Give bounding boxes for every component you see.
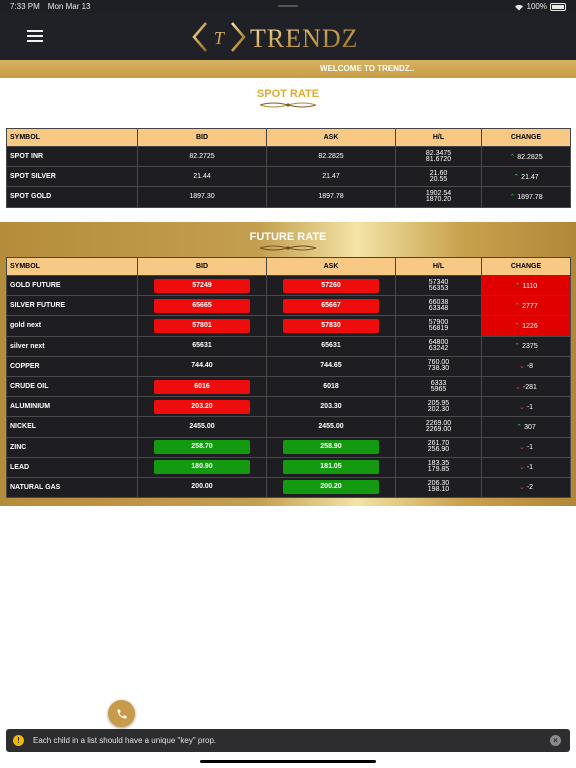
change-cell bbox=[482, 167, 571, 187]
high-value: 6333 bbox=[430, 379, 447, 387]
high-value: 261.70 bbox=[427, 440, 450, 448]
battery-percent: 100% bbox=[526, 2, 547, 11]
ask-value: 82.2825 bbox=[318, 153, 344, 161]
change-cell bbox=[482, 397, 571, 417]
change-cell bbox=[482, 457, 571, 477]
table-row[interactable] bbox=[7, 477, 571, 497]
toast-message: Each child in a list should have a unique "key" prop. bbox=[33, 736, 217, 745]
column-header: CHANGE bbox=[482, 258, 571, 276]
low-value: 56819 bbox=[428, 324, 449, 332]
high-low-cell bbox=[396, 397, 482, 417]
change-value: 82.2825 bbox=[517, 153, 543, 161]
column-header: CHANGE bbox=[482, 129, 571, 147]
change-cell bbox=[482, 356, 571, 376]
change-value: 1110 bbox=[522, 282, 538, 290]
ask-cell bbox=[267, 276, 396, 296]
bid-value: 744.40 bbox=[191, 362, 213, 370]
column-header: SYMBOL bbox=[7, 258, 138, 276]
future-rate-table bbox=[6, 257, 571, 498]
change-cell bbox=[482, 336, 571, 356]
change-cell bbox=[482, 147, 571, 167]
symbol-cell: SPOT SILVER bbox=[7, 167, 138, 187]
change-cell bbox=[482, 276, 571, 296]
column-header: SYMBOL bbox=[7, 129, 138, 147]
bid-cell bbox=[138, 296, 267, 316]
welcome-banner: WELCOME TO TRENDZ.. bbox=[0, 60, 576, 78]
ask-value: 200.20 bbox=[283, 480, 379, 494]
high-low-cell bbox=[396, 187, 482, 207]
arrow-down-icon: ⌄ bbox=[515, 383, 521, 391]
table-row[interactable] bbox=[7, 276, 571, 296]
low-value: 198.10 bbox=[427, 486, 450, 494]
ask-cell bbox=[267, 397, 396, 417]
high-value: 206.30 bbox=[427, 480, 450, 488]
table-row[interactable] bbox=[7, 417, 571, 437]
high-value: 66038 bbox=[428, 298, 449, 306]
bid-value: 1897.30 bbox=[189, 193, 215, 201]
bid-value: 21.44 bbox=[193, 173, 211, 181]
change-cell bbox=[482, 417, 571, 437]
bid-cell bbox=[138, 457, 267, 477]
change-value: 1897.78 bbox=[517, 193, 543, 201]
ask-value: 65667 bbox=[283, 299, 379, 313]
ask-cell bbox=[267, 336, 396, 356]
ask-value: 21.47 bbox=[322, 173, 340, 181]
symbol-cell: GOLD FUTURE bbox=[7, 276, 138, 296]
status-bar bbox=[0, 0, 576, 13]
change-cell bbox=[482, 376, 571, 396]
arrow-down-icon: ⌄ bbox=[518, 484, 525, 492]
battery-icon bbox=[550, 3, 566, 11]
bid-value: 200.00 bbox=[191, 483, 213, 491]
ask-cell bbox=[267, 477, 396, 497]
svg-text:TRENDZ: TRENDZ bbox=[250, 24, 359, 53]
spot-rate-title: SPOT RATE bbox=[256, 88, 320, 100]
high-low-cell bbox=[396, 296, 482, 316]
future-rate-title: FUTURE RATE bbox=[249, 231, 327, 243]
change-cell bbox=[482, 316, 571, 336]
bid-cell bbox=[138, 147, 267, 167]
symbol-cell: silver next bbox=[7, 336, 138, 356]
change-value: 1226 bbox=[522, 322, 538, 330]
change-value: 2777 bbox=[522, 302, 538, 310]
table-row[interactable] bbox=[7, 397, 571, 417]
change-cell bbox=[482, 477, 571, 497]
column-header: BID bbox=[138, 129, 267, 147]
ornament-divider bbox=[258, 101, 318, 109]
bid-cell bbox=[138, 356, 267, 376]
change-value: -1 bbox=[526, 464, 534, 472]
high-value: 205.95 bbox=[427, 399, 450, 407]
high-low-cell bbox=[396, 316, 482, 336]
ask-value: 181.05 bbox=[283, 460, 379, 474]
arrow-down-icon: ⌄ bbox=[518, 363, 525, 371]
svg-text:T: T bbox=[213, 28, 225, 48]
bid-cell bbox=[138, 477, 267, 497]
ask-cell bbox=[267, 147, 396, 167]
table-row[interactable] bbox=[7, 167, 571, 187]
bid-cell bbox=[138, 187, 267, 207]
low-value: 1870.20 bbox=[425, 195, 452, 203]
ask-cell bbox=[267, 457, 396, 477]
ask-value: 258.90 bbox=[283, 440, 379, 454]
ask-cell bbox=[267, 187, 396, 207]
high-value: 21.60 bbox=[429, 169, 448, 177]
bid-cell bbox=[138, 437, 267, 457]
column-header: ASK bbox=[267, 129, 396, 147]
bid-cell bbox=[138, 417, 267, 437]
change-value: -2 bbox=[526, 484, 534, 492]
ask-cell bbox=[267, 167, 396, 187]
change-cell bbox=[482, 437, 571, 457]
high-value: 760.00 bbox=[427, 359, 450, 367]
bid-value: 203.20 bbox=[154, 400, 250, 414]
close-icon[interactable]: × bbox=[550, 735, 561, 746]
high-value: 1902.54 bbox=[425, 189, 452, 197]
column-header: H/L bbox=[396, 129, 482, 147]
ask-value: 744.65 bbox=[320, 362, 342, 370]
arrow-up-icon: ⌃ bbox=[514, 282, 521, 290]
change-value: -281 bbox=[522, 383, 537, 391]
symbol-cell: CRUDE OIL bbox=[7, 376, 138, 396]
high-value: 57340 bbox=[428, 278, 449, 286]
column-header: H/L bbox=[396, 258, 482, 276]
table-row[interactable] bbox=[7, 187, 571, 207]
change-value: -1 bbox=[526, 444, 534, 452]
bid-value: 6016 bbox=[154, 380, 250, 394]
high-low-cell bbox=[396, 417, 482, 437]
arrow-up-icon: ⌃ bbox=[514, 343, 521, 351]
low-value: 63348 bbox=[428, 304, 449, 312]
call-button[interactable] bbox=[108, 700, 135, 727]
menu-icon[interactable] bbox=[27, 30, 43, 45]
bid-cell bbox=[138, 276, 267, 296]
column-header: ASK bbox=[267, 258, 396, 276]
bid-value: 57249 bbox=[154, 279, 250, 293]
bid-value: 82.2725 bbox=[189, 153, 215, 161]
bid-value: 258.70 bbox=[154, 440, 250, 454]
bid-value: 2455.00 bbox=[189, 422, 215, 430]
symbol-cell: SILVER FUTURE bbox=[7, 296, 138, 316]
high-low-cell bbox=[396, 147, 482, 167]
high-value: 183.35 bbox=[427, 460, 450, 468]
bid-value: 65631 bbox=[192, 342, 212, 350]
arrow-up-icon: ⌃ bbox=[514, 302, 521, 310]
change-value: -1 bbox=[526, 403, 534, 411]
wifi-icon bbox=[514, 3, 524, 11]
ornament-divider bbox=[258, 244, 318, 252]
change-cell bbox=[482, 187, 571, 207]
change-cell bbox=[482, 296, 571, 316]
ask-cell bbox=[267, 356, 396, 376]
arrow-down-icon: ⌄ bbox=[518, 403, 525, 411]
multitask-dots bbox=[278, 5, 298, 7]
column-header: BID bbox=[138, 258, 267, 276]
ask-value: 1897.78 bbox=[318, 193, 344, 201]
high-low-cell bbox=[396, 376, 482, 396]
high-low-cell bbox=[396, 336, 482, 356]
table-row[interactable] bbox=[7, 336, 571, 356]
symbol-cell: ALUMINIUM bbox=[7, 397, 138, 417]
table-row[interactable] bbox=[7, 316, 571, 336]
ask-cell bbox=[267, 316, 396, 336]
high-low-cell bbox=[396, 437, 482, 457]
high-value: 57900 bbox=[428, 318, 449, 326]
arrow-down-icon: ⌄ bbox=[518, 444, 525, 452]
high-low-cell bbox=[396, 276, 482, 296]
high-value: 2269.00 bbox=[425, 419, 452, 427]
phone-icon bbox=[116, 708, 128, 720]
spot-rate-table bbox=[6, 128, 571, 208]
ask-cell bbox=[267, 296, 396, 316]
bid-value: 180.90 bbox=[154, 460, 250, 474]
ask-value: 65631 bbox=[321, 342, 341, 350]
status-time: 7:33 PM bbox=[10, 2, 40, 11]
bid-cell bbox=[138, 376, 267, 396]
symbol-cell: SPOT GOLD bbox=[7, 187, 138, 207]
symbol-cell: gold next bbox=[7, 316, 138, 336]
change-value: -8 bbox=[526, 363, 534, 371]
low-value: 20.55 bbox=[429, 175, 448, 183]
table-row[interactable] bbox=[7, 356, 571, 376]
ask-value: 6018 bbox=[323, 382, 339, 390]
bid-cell bbox=[138, 167, 267, 187]
low-value: 5965 bbox=[430, 385, 447, 393]
bid-value: 65665 bbox=[154, 299, 250, 313]
arrow-up-icon: ⌃ bbox=[516, 423, 523, 431]
arrow-up-icon: ⌃ bbox=[509, 153, 516, 161]
table-row[interactable] bbox=[7, 147, 571, 167]
change-value: 307 bbox=[524, 423, 536, 431]
change-value: 2375 bbox=[522, 343, 538, 351]
table-row[interactable] bbox=[7, 296, 571, 316]
home-indicator[interactable] bbox=[200, 760, 376, 763]
ask-value: 57260 bbox=[283, 279, 379, 293]
high-low-cell bbox=[396, 167, 482, 187]
ask-value: 203.30 bbox=[320, 402, 342, 410]
high-low-cell bbox=[396, 457, 482, 477]
symbol-cell: ZINC bbox=[7, 437, 138, 457]
high-low-cell bbox=[396, 356, 482, 376]
low-value: 81.6720 bbox=[425, 155, 452, 163]
trendz-logo bbox=[188, 19, 373, 55]
arrow-up-icon: ⌃ bbox=[514, 322, 521, 330]
ask-cell bbox=[267, 417, 396, 437]
arrow-up-icon: ⌃ bbox=[513, 173, 520, 181]
low-value: 202.30 bbox=[427, 405, 450, 413]
low-value: 56353 bbox=[428, 284, 449, 292]
high-low-cell bbox=[396, 477, 482, 497]
table-row[interactable] bbox=[7, 457, 571, 477]
status-date: Mon Mar 13 bbox=[47, 2, 91, 11]
ask-value: 57830 bbox=[283, 319, 379, 333]
bid-value: 57801 bbox=[154, 319, 250, 333]
app-header bbox=[0, 13, 576, 60]
bid-cell bbox=[138, 316, 267, 336]
symbol-cell: NATURAL GAS bbox=[7, 477, 138, 497]
arrow-up-icon: ⌃ bbox=[509, 193, 516, 201]
symbol-cell: SPOT INR bbox=[7, 147, 138, 167]
table-row[interactable] bbox=[7, 437, 571, 457]
symbol-cell: NICKEL bbox=[7, 417, 138, 437]
bid-cell bbox=[138, 336, 267, 356]
bid-cell bbox=[138, 397, 267, 417]
arrow-down-icon: ⌄ bbox=[518, 464, 525, 472]
high-value: 82.3475 bbox=[425, 149, 452, 157]
symbol-cell: LEAD bbox=[7, 457, 138, 477]
table-row[interactable] bbox=[7, 376, 571, 396]
warning-icon: ! bbox=[13, 735, 24, 746]
low-value: 738.30 bbox=[427, 365, 450, 373]
low-value: 2269.00 bbox=[425, 425, 452, 433]
ask-cell bbox=[267, 376, 396, 396]
change-value: 21.47 bbox=[521, 173, 539, 181]
ask-cell bbox=[267, 437, 396, 457]
low-value: 63242 bbox=[428, 345, 449, 353]
low-value: 179.85 bbox=[427, 466, 450, 474]
low-value: 256.90 bbox=[427, 446, 450, 454]
high-value: 64800 bbox=[428, 339, 449, 347]
warning-toast[interactable] bbox=[6, 729, 570, 752]
ask-value: 2455.00 bbox=[318, 422, 344, 430]
symbol-cell: COPPER bbox=[7, 356, 138, 376]
